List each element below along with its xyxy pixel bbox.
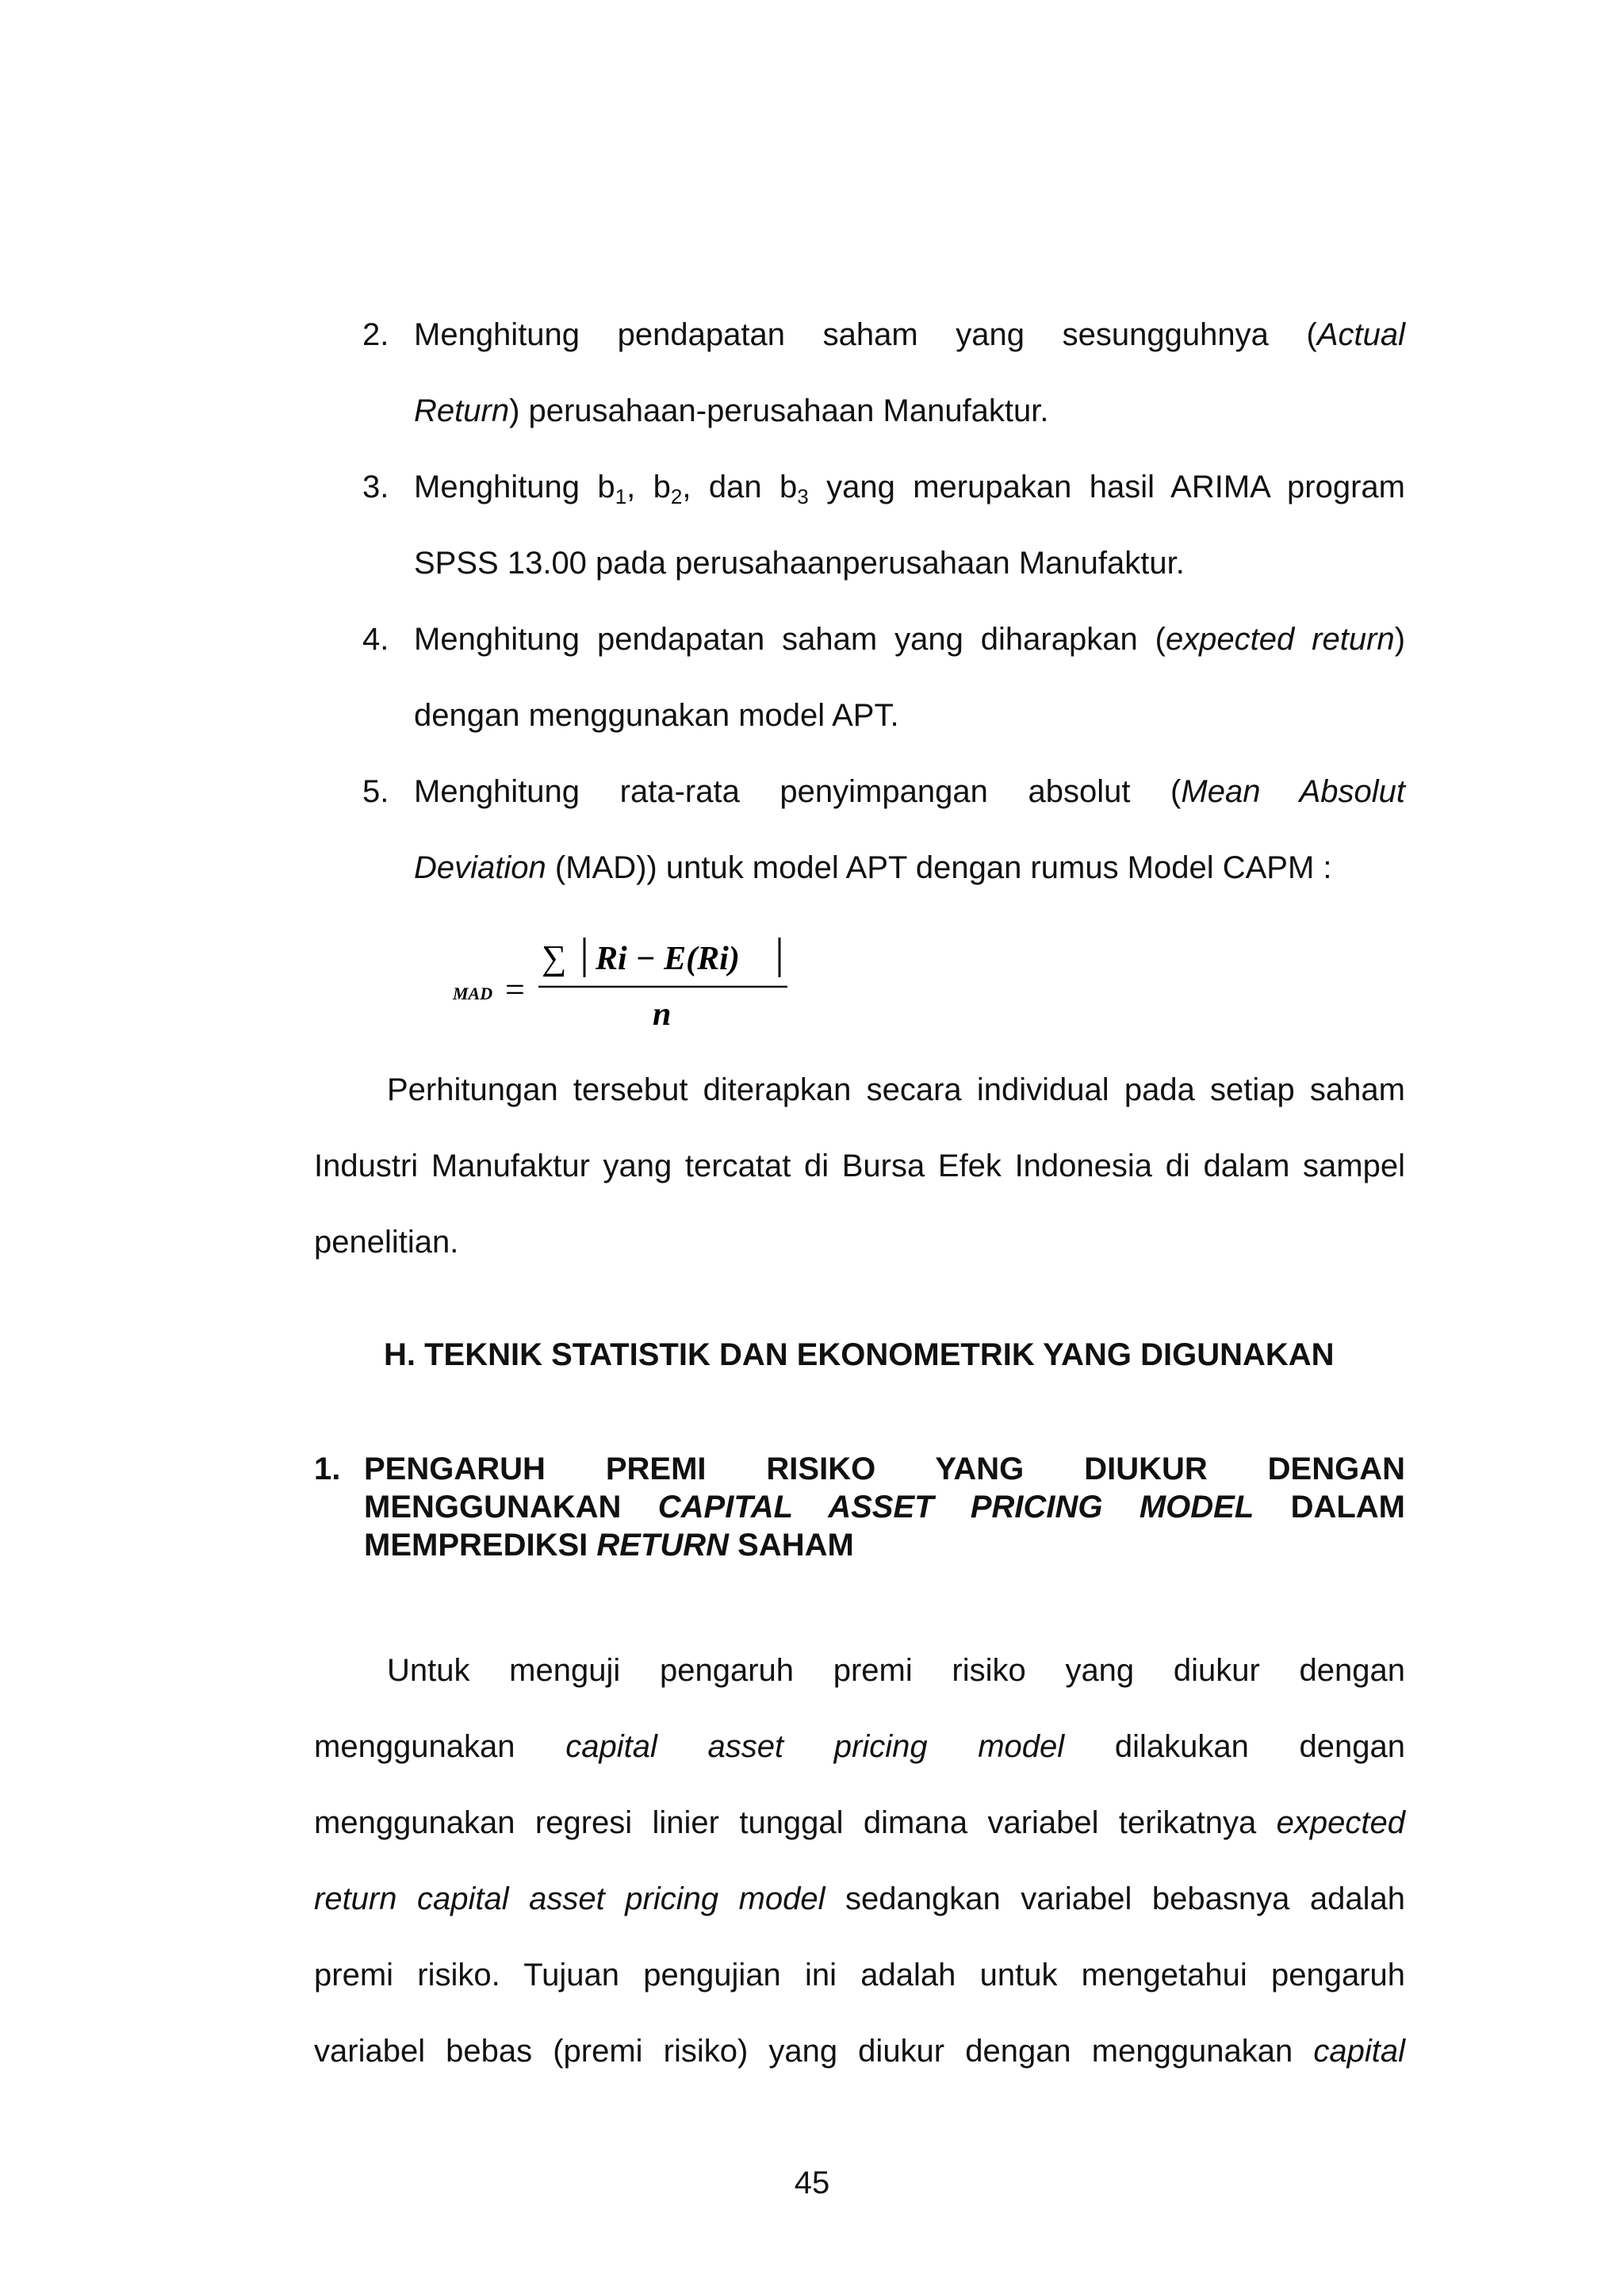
list-item-3-line1: Menghitung $b_1$, $b_2$, dan $b_3$ yang merupakan hasil ARIMA program [414,470,1405,508]
paragraph1-line2: Industri Manufaktur yang tercatat di Bursa Efek Indonesia di dalam sampel [314,1149,1405,1183]
list-item-3-line2: SPSS 13.00 pada perusahaanperusahaan Manufaktur. [414,546,1185,581]
formula-numerator: Ri − E(Ri) [596,941,740,977]
paragraph2-line4: return capital asset pricing model sedangkan variabel bebasnya adalah [314,1881,1405,1916]
paragraph1-line1: Perhitungan tersebut diterapkan secara individual pada setiap saham [387,1072,1405,1107]
list-number: 4. [362,622,389,657]
paragraph2-line5: premi risiko. Tujuan pengujian ini adalah untuk mengetahui pengaruh [314,1958,1405,1992]
subheading-line2: MENGGUNAKAN CAPITAL ASSET PRICING MODEL DALAM [364,1490,1405,1525]
list-number: 3. [362,470,389,504]
list-number: 5. [362,774,389,809]
list-item-2-line1: Menghitung pendapatan saham yang sesungguhnya (Actual [414,317,1405,352]
section-heading: H. TEKNIK STATISTIK DAN EKONOMETRIK YANG DIGUNAKAN [384,1337,1335,1372]
list-item-4-line2: dengan menggunakan model APT. [414,698,899,733]
subheading-line1: PENGARUH PREMI RISIKO YANG DIUKUR DENGAN [364,1452,1405,1486]
formula-equals: = [505,970,525,1009]
paragraph2-line1: Untuk menguji pengaruh premi risiko yang diukur dengan [387,1653,1405,1688]
paragraph2-line2: menggunakan capital asset pricing model dilakukan dengan [314,1729,1405,1764]
list-item-4-line1: Menghitung pendapatan saham yang diharapkan (expected return) [414,622,1406,657]
paragraph2-line6: variabel bebas (premi risiko) yang diukur dengan menggunakan capital [314,2034,1405,2069]
list-item-2-line2: Return) perusahaan-perusahaan Manufaktur. [414,393,1049,428]
paragraph1-line3: penelitian. [314,1225,459,1260]
subheading-number: 1. [314,1452,341,1486]
mad-formula [448,920,805,1039]
formula-lhs: MAD [453,984,493,1003]
formula-denominator: n [653,996,672,1033]
page-number: 45 [794,2165,830,2200]
list-item-5-line2: Deviation (MAD)) untuk model APT dengan rumus Model CAPM : [414,850,1332,885]
subheading-line3: MEMPREDIKSI RETURN SAHAM [364,1528,854,1563]
paragraph2-line3: menggunakan regresi linier tunggal dimana variabel terikatnya expected [314,1805,1405,1840]
list-item-5-line1: Menghitung rata-rata penyimpangan absolut (Mean Absolut [414,774,1405,809]
formula-sigma: ∑ [542,938,567,977]
list-number: 2. [362,317,389,352]
